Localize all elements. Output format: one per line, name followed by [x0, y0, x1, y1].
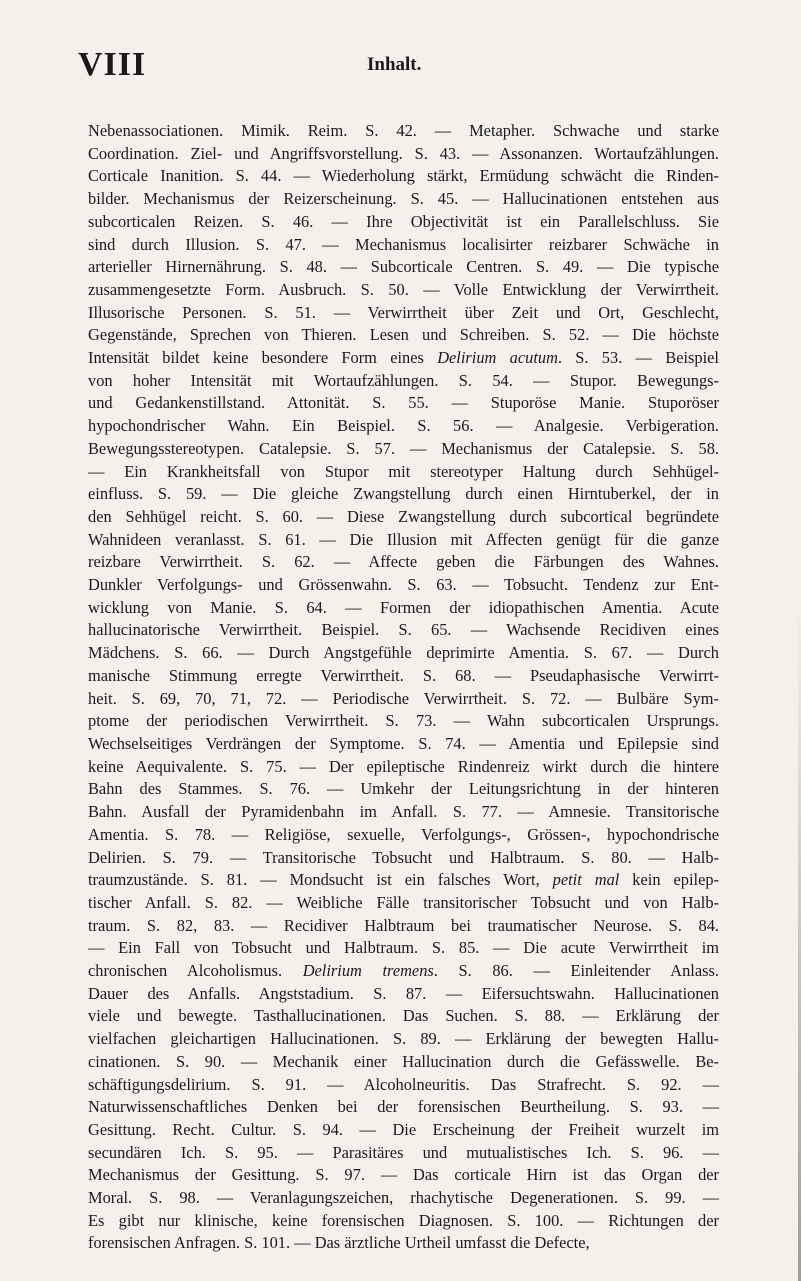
text-line: Nebenassociationen. Mimik. Reim. S. 42. — Metapher. Schwache und starke — [88, 121, 719, 140]
text-line: schäftigungsdelirium. S. 91. — Alcoholneuritis. Das Strafrecht. S. 92. — — [88, 1074, 719, 1094]
text-line: Delirien. S. 79. — Transitorische Tobsucht und Halbtraum. S. 80. — Halb- — [88, 847, 719, 867]
text-line: Intensität bildet keine besondere Form eines Delirium acutum. S. 53. — Beispiel — [88, 348, 719, 368]
text-line: und Gedankenstillstand. Attonität. S. 55. — Stuporöse Manie. Stuporöser — [88, 393, 719, 413]
text-line: den Sehhügel reicht. S. 60. — Diese Zwangstellung durch subcortical begründete — [88, 506, 719, 526]
text-line: Gesittung. Recht. Cultur. S. 94. — Die Erscheinung der Freiheit wurzelt im — [88, 1119, 719, 1139]
text-line: Illusorische Personen. S. 51. — Verwirrtheit über Zeit und Ort, Geschlecht, — [88, 302, 719, 322]
text-line: reizbare Verwirrtheit. S. 62. — Affecte geben die Färbungen des Wahnes. — [88, 552, 719, 572]
text-line: Bewegungsstereotypen. Catalepsie. S. 57. — Mechanismus der Catalepsie. S. 58. — [88, 438, 719, 458]
text-line: Bahn des Stammes. S. 76. — Umkehr der Leitungsrichtung in der hinteren — [88, 779, 719, 799]
text-line: Es gibt nur klinische, keine forensischen Diagnosen. S. 100. — Richtungen der — [88, 1210, 719, 1230]
text-line: arterieller Hirnernährung. S. 48. — Subcorticale Centren. S. 49. — Die typische — [88, 257, 719, 277]
text-line: bilder. Mechanismus der Reizerscheinung. S. 45. — Hallucinationen entstehen aus — [88, 189, 719, 209]
text-line: Mädchens. S. 66. — Durch Angstgefühle deprimirte Amentia. S. 67. — Durch — [88, 643, 719, 663]
text-line: Corticale Inanition. S. 44. — Wiederholung stärkt, Ermüdung schwächt die Rinden- — [88, 166, 719, 186]
text-line: zusammengesetzte Form. Ausbruch. S. 50. — Volle Entwicklung der Verwirrtheit. — [88, 279, 719, 299]
text-line: vielfachen gleichartigen Hallucinationen. S. 89. — Erklärung der bewegten Hallu- — [88, 1029, 719, 1049]
text-line: wicklung von Manie. S. 64. — Formen der idiopathischen Amentia. Acute — [88, 597, 719, 617]
text-line: chronischen Alcoholismus. Delirium tremens. S. 86. — Einleitender Anlass. — [88, 961, 719, 981]
text-line: cinationen. S. 90. — Mechanik einer Hallucination durch die Gefässwelle. Be- — [88, 1051, 719, 1071]
text-line: einfluss. S. 59. — Die gleiche Zwangstellung durch einen Hirntuberkel, der in — [88, 484, 719, 504]
text-line: traum. S. 82, 83. — Recidiver Halbtraum bei traumatischer Neurose. S. 84. — [88, 915, 719, 935]
italic-term: petit mal — [552, 870, 620, 890]
text-line: forensischen Anfragen. S. 101. — Das ärztliche Urtheil umfasst die Defecte, — [88, 1233, 590, 1253]
text-line: Naturwissenschaftliches Denken bei der forensischen Beurtheilung. S. 93. — — [88, 1097, 719, 1117]
text-line: — Ein Krankheitsfall von Stupor mit stereotyper Haltung durch Sehhügel- — [88, 461, 719, 481]
text-line: heit. S. 69, 70, 71, 72. — Periodische Verwirrtheit. S. 72. — Bulbäre Sym- — [88, 688, 719, 708]
text-line: — Ein Fall von Tobsucht und Halbtraum. S. 85. — Die acute Verwirrtheit im — [88, 938, 719, 958]
table-of-contents-text — [88, 120, 719, 1255]
text-line: Wechselseitiges Verdrängen der Symptome. S. 74. — Amentia und Epilepsie sind — [88, 733, 719, 753]
text-line: Amentia. S. 78. — Religiöse, sexuelle, Verfolgungs-, Grössen-, hypochondrische — [88, 824, 719, 844]
text-line: Dunkler Verfolgungs- und Grössenwahn. S. 63. — Tobsucht. Tendenz zur Ent- — [88, 575, 719, 595]
text-line: hallucinatorische Verwirrtheit. Beispiel. S. 65. — Wachsende Recidiven eines — [88, 620, 719, 640]
text-line: ptome der periodischen Verwirrtheit. S. 73. — Wahn subcorticalen Ursprungs. — [88, 711, 719, 731]
text-line: Coordination. Ziel- und Angriffsvorstellung. S. 43. — Assonanzen. Wortaufzählungen. — [88, 143, 719, 163]
text-line: Moral. S. 98. — Veranlagungszeichen, rhachytische Degenerationen. S. 99. — — [88, 1188, 719, 1208]
text-line: von hoher Intensität mit Wortaufzählungen. S. 54. — Stupor. Bewegungs- — [88, 370, 719, 390]
page-header — [78, 44, 738, 86]
text-line: traumzustände. S. 81. — Mondsucht ist ein falsches Wort, petit mal kein epilep- — [88, 870, 719, 890]
text-line: Bahn. Ausfall der Pyramidenbahn im Anfall. S. 77. — Amnesie. Transitorische — [88, 802, 719, 822]
italic-term: Delirium tremens — [302, 961, 434, 981]
text-line: Mechanismus der Gesittung. S. 97. — Das corticale Hirn ist das Organ der — [88, 1165, 719, 1185]
italic-term: Delirium acutum — [437, 348, 558, 368]
text-line: viele und bewegte. Tasthallucinationen. Das Suchen. S. 88. — Erklärung der — [88, 1006, 719, 1026]
text-line: Gegenstände, Sprechen von Thieren. Lesen und Schreiben. S. 52. — Die höchste — [88, 325, 719, 345]
text-line: secundären Ich. S. 95. — Parasitäres und mutualistisches Ich. S. 96. — — [88, 1142, 719, 1162]
text-line: Wahnideen veranlasst. S. 61. — Die Illusion mit Affecten genügt für die ganze — [88, 529, 719, 549]
page-number: VIII — [78, 46, 147, 83]
page-title: Inhalt. — [367, 54, 422, 75]
text-line: keine Aequivalente. S. 75. — Der epileptische Rindenreiz wirkt durch die hintere — [88, 756, 719, 776]
text-line: Dauer des Anfalls. Angststadium. S. 87. — Eifersuchtswahn. Hallucinationen — [88, 983, 719, 1003]
text-line: hypochondrischer Wahn. Ein Beispiel. S. 56. — Analgesie. Verbigeration. — [88, 416, 719, 436]
text-line: sind durch Illusion. S. 47. — Mechanismus localisirter reizbarer Schwäche in — [88, 234, 719, 254]
text-line: subcorticalen Reizen. S. 46. — Ihre Objectivität ist ein Parallelschluss. Sie — [88, 211, 719, 231]
text-line: manische Stimmung erregte Verwirrtheit. S. 68. — Pseudaphasische Verwirrt- — [88, 665, 719, 685]
text-line: tischer Anfall. S. 82. — Weibliche Fälle transitorischer Tobsucht und von Halb- — [88, 892, 719, 912]
